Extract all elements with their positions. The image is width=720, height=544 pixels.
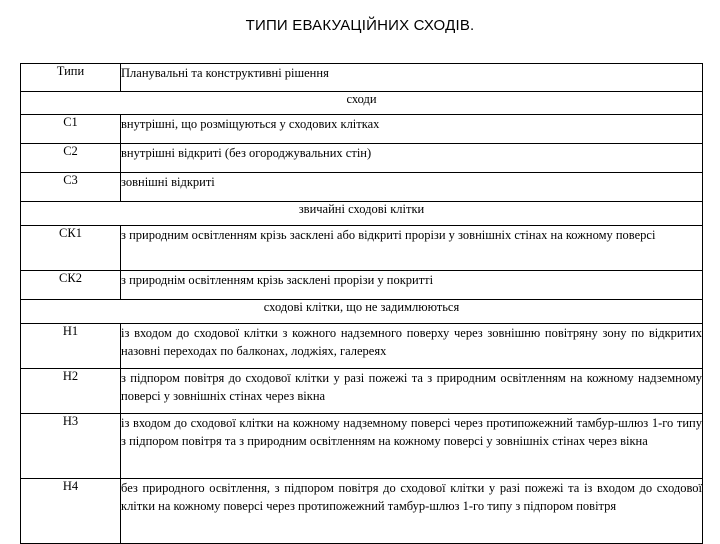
table-row: [21, 271, 703, 300]
description-cell: з підпором повітря до сходової клітки у разі пожежі та з природним освітленням на кожному надземному поверсі у зовнішніх стінах через вікна: [121, 369, 703, 414]
table-row: [21, 479, 703, 544]
table-row: [21, 226, 703, 271]
description-cell: з природним освітленням крізь засклені або відкриті прорізи у зовнішніх стінах на кожному поверсі: [121, 226, 703, 271]
table-row: [21, 144, 703, 173]
type-cell: Н2: [21, 369, 121, 414]
table-row: [21, 414, 703, 479]
table-header-row: [21, 64, 703, 92]
type-cell: С1: [21, 115, 121, 144]
description-cell: із входом до сходової клітки з кожного надземного поверху через зовнішню повітряну зону по відкритих назовні переходах по балконах, лоджіях, галереях: [121, 324, 703, 369]
type-cell: Н1: [21, 324, 121, 369]
description-cell: із входом до сходової клітки на кожному надземному поверсі через протипожежний тамбур-шлюз 1-го типу з підпором повітря та з природним освітленням на кожному поверсі у зовнішніх стінах через вікна: [121, 414, 703, 479]
description-cell: з природнім освітленням крізь засклені прорізи у покритті: [121, 271, 703, 300]
type-cell: СК2: [21, 271, 121, 300]
evacuation-stairs-table: [20, 63, 703, 544]
header-types: Типи: [21, 64, 121, 92]
type-cell: СК1: [21, 226, 121, 271]
description-cell: без природного освітлення, з підпором повітря до сходової клітки у разі пожежі та із входом до сходової клітки на кожному поверсі через протипожежний тамбур-шлюз 1-го типу з підпором повітря: [121, 479, 703, 544]
description-cell: внутрішні відкриті (без огороджувальних стін): [121, 144, 703, 173]
header-solutions: Планувальні та конструктивні рішення: [121, 64, 703, 92]
section-row: [21, 300, 703, 324]
type-cell: Н4: [21, 479, 121, 544]
section-title-ordinary-stairwells: звичайні сходові клітки: [21, 202, 703, 226]
table-row: [21, 115, 703, 144]
description-cell: внутрішні, що розміщуються у сходових клітках: [121, 115, 703, 144]
table-row: [21, 173, 703, 202]
type-cell: С2: [21, 144, 121, 173]
table-row: [21, 369, 703, 414]
page-title: ТИПИ ЕВАКУАЦІЙНИХ СХОДІВ.: [245, 17, 475, 34]
section-row: [21, 202, 703, 226]
section-title-smokeproof-stairwells: сходові клітки, що не задимлюються: [21, 300, 703, 324]
section-row: [21, 92, 703, 115]
description-cell: зовнішні відкриті: [121, 173, 703, 202]
type-cell: С3: [21, 173, 121, 202]
type-cell: Н3: [21, 414, 121, 479]
table-row: [21, 324, 703, 369]
section-title-stairs: сходи: [21, 92, 703, 115]
